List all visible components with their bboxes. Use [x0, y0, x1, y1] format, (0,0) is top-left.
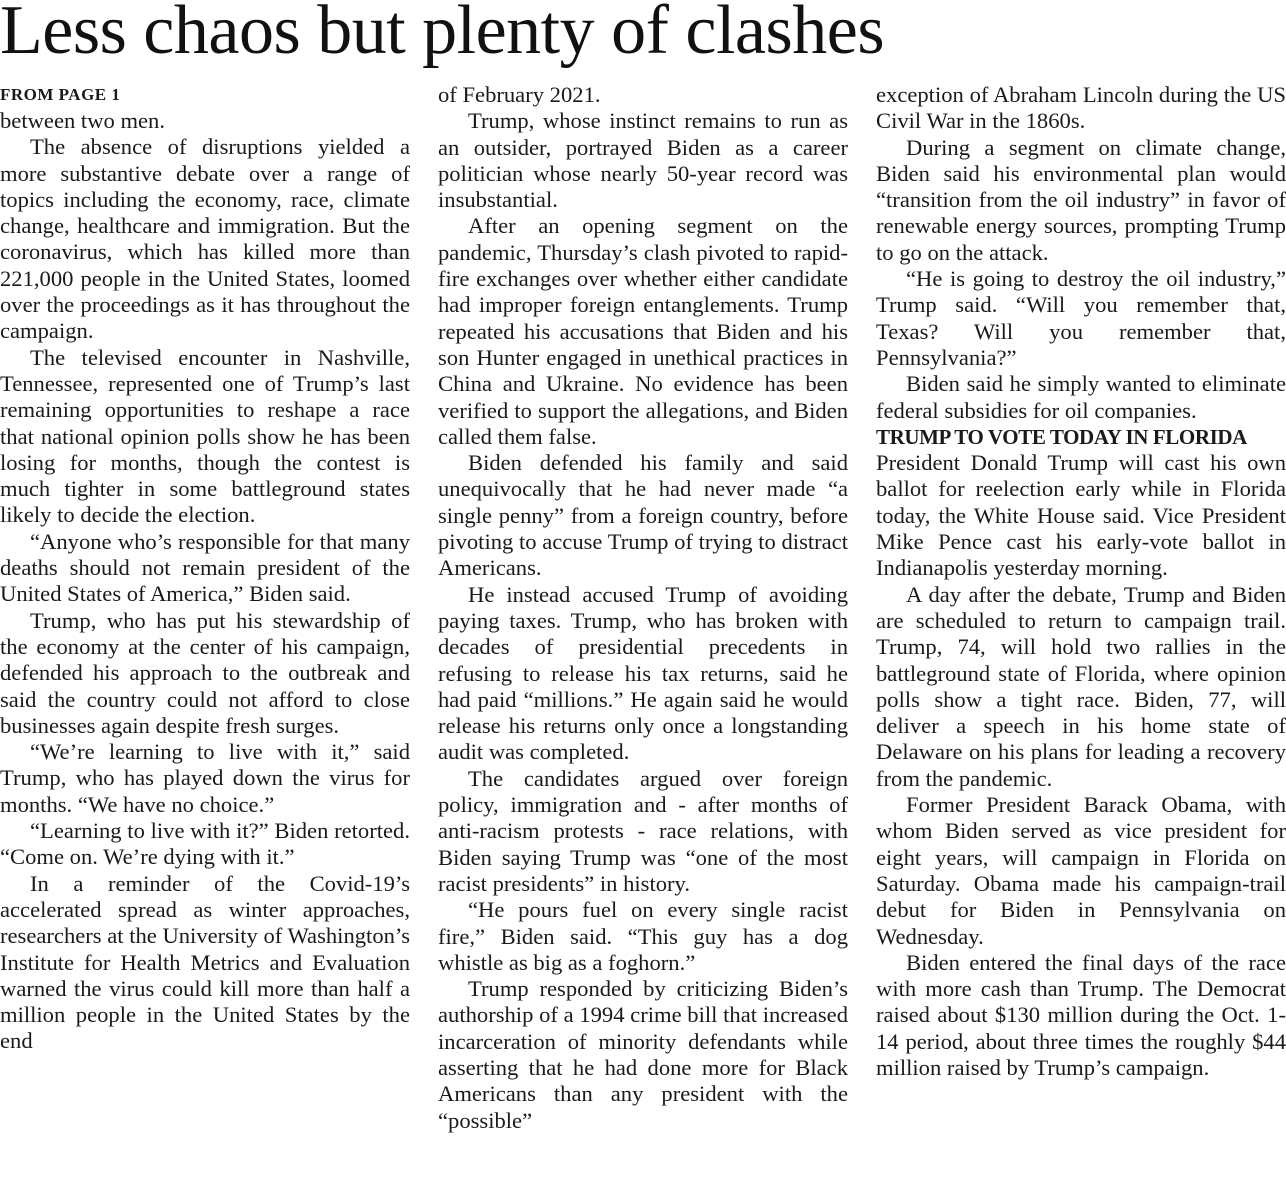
- paragraph: “He pours fuel on every single racist fire,” Biden said. “This guy has a dog whistle as big as a foghorn.”: [438, 897, 848, 975]
- paragraph: “Anyone who’s responsible for that many deaths should not remain president of the United States of America,” Biden said.: [0, 528, 410, 607]
- article-column-1: [0, 82, 410, 1055]
- paragraph: The absence of disruptions yielded a more substantive debate over a range of topics including the economy, race, climate change, healthcare and immigration. But the coronavirus, which has killed more than 221,000 people in the United States, loomed over the proceedings as it has throughout the campaign.: [0, 134, 410, 344]
- headline: Less chaos but plenty of clashes: [0, 0, 885, 69]
- paragraph: The candidates argued over foreign policy, immigration and - after months of anti-racism protests - race relations, with Biden saying Trump was “one of the most racist presidents” in history.: [438, 765, 848, 896]
- paragraph: After an opening segment on the pandemic, Thursday’s clash pivoted to rapid-fire exchanges over whether either candidate had improper foreign entanglements. Trump repeated his accusations that Biden and his son Hunter engaged in unethical practices in China and Ukraine. No evidence has been verified to support the allegations, and Biden called them false.: [438, 213, 848, 449]
- article-column-3: [876, 82, 1286, 1081]
- paragraph: “Learning to live with it?” Biden retorted. “Come on. We’re dying with it.”: [0, 818, 410, 870]
- paragraph: “He is going to destroy the oil industry,” Trump said. “Will you remember that, Texas? Will you remember that, Pennsylvania?”: [876, 266, 1286, 370]
- section-subhead: TRUMP TO VOTE TODAY IN FLORIDA: [876, 424, 1247, 449]
- paragraph: In a reminder of the Covid-19’s accelerated spread as winter approaches, researchers at the University of Washington’s Institute for Health Metrics and Evaluation warned the virus could kill more than half a million people in the United States by the end: [0, 870, 410, 1054]
- paragraph: between two men.: [0, 108, 166, 133]
- paragraph: President Donald Trump will cast his own ballot for reelection early while in Florida today, the White House said. Vice President Mike Pence cast his early-vote ballot in Indianapolis yesterday morning.: [876, 450, 1286, 581]
- paragraph: “We’re learning to live with it,” said Trump, who has played down the virus for months. “We have no choice.”: [0, 739, 410, 817]
- paragraph: Trump responded by criticizing Biden’s authorship of a 1994 crime bill that increased incarceration of minority defendants while asserting that he had done more for Black Americans than any president with the “possible”: [438, 976, 848, 1133]
- paragraph: A day after the debate, Trump and Biden are scheduled to return to campaign trail. Trump, 74, will hold two rallies in the battleground state of Florida, where opinion polls show a tight race. Biden, 77, will deliver a speech in his home state of Delaware on his plans for leading a recovery from the pandemic.: [876, 581, 1286, 791]
- paragraph: Former President Barack Obama, with whom Biden served as vice president for eight years, will campaign in Florida on Saturday. Obama made his campaign-trail debut for Biden in Pennsylvania on Wednesday.: [876, 792, 1286, 949]
- paragraph: The televised encounter in Nashville, Tennessee, represented one of Trump’s last remaining opportunities to reshape a race that national opinion polls show he has been losing for months, though the contest is much tighter in some battleground states likely to decide the election.: [0, 344, 410, 528]
- paragraph: Trump, who has put his stewardship of the economy at the center of his campaign, defended his approach to the outbreak and said the country could not afford to close businesses again despite fresh surges.: [0, 607, 410, 738]
- paragraph: Biden defended his family and said unequivocally that he had never made “a single penny” from a foreign country, before pivoting to accuse Trump of trying to distract Americans.: [438, 450, 848, 581]
- paragraph: He instead accused Trump of avoiding paying taxes. Trump, who has broken with decades of presidential precedents in refusing to release his tax returns, said he had paid “millions.” He again said he would release his returns only once a longstanding audit was completed.: [438, 581, 848, 765]
- jump-line: FROM PAGE 1: [0, 85, 121, 104]
- article-column-2: [438, 82, 848, 1134]
- paragraph: Trump, whose instinct remains to run as an outsider, portrayed Biden as a career politician whose nearly 50-year record was insubstantial.: [438, 108, 848, 213]
- paragraph: of February 2021.: [438, 82, 601, 107]
- paragraph: Biden said he simply wanted to eliminate federal subsidies for oil companies.: [876, 371, 1286, 423]
- paragraph: During a segment on climate change, Biden said his environmental plan would “transition from the oil industry” in favor of renewable energy sources, prompting Trump to go on the attack.: [876, 134, 1286, 265]
- paragraph: exception of Abraham Lincoln during the US Civil War in the 1860s.: [876, 82, 1286, 134]
- paragraph: Biden entered the final days of the race with more cash than Trump. The Democrat raised about $130 million during the Oct. 1-14 period, about three times the roughly $44 million raised by Trump’s campaign.: [876, 949, 1286, 1080]
